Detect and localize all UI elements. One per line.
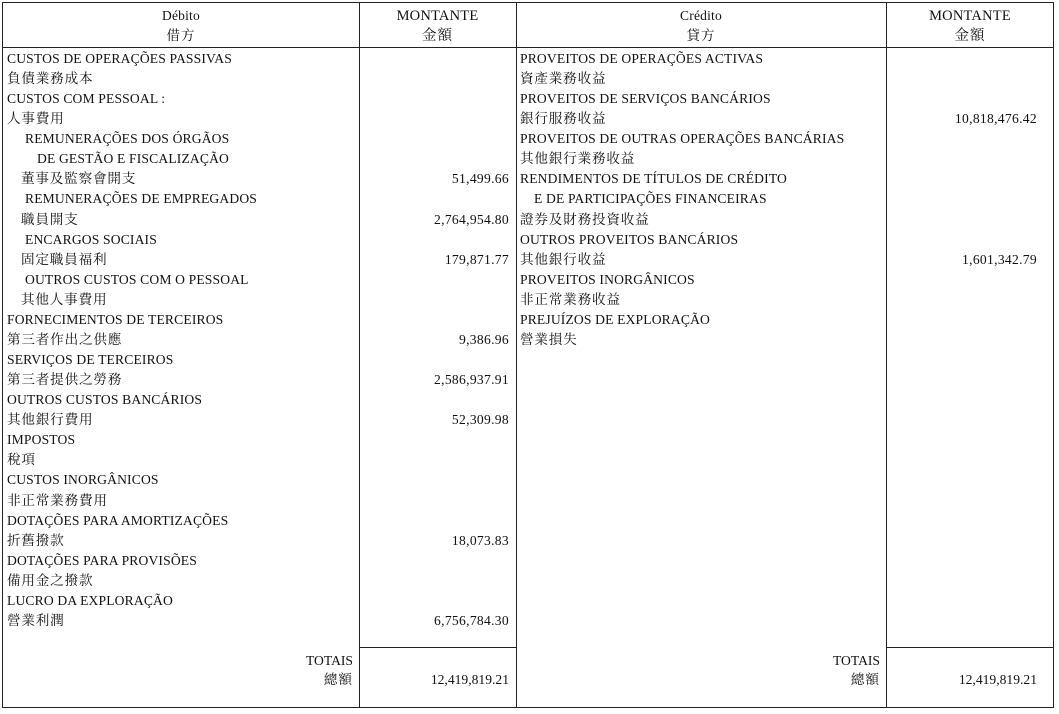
debit-row-label: CUSTOS DE OPERAÇÕES PASSIVAS	[7, 51, 232, 66]
debit-row-label: 其他銀行費用	[7, 412, 94, 428]
header-amount2-pt: MONTANTE	[929, 8, 1011, 24]
divider-debit-amount	[359, 3, 360, 707]
debit-row-amount: 2,764,954.80	[434, 211, 509, 227]
debit-row-amount: 179,871.77	[444, 251, 509, 267]
credit-row-amount: 10,818,476.42	[954, 111, 1037, 127]
debit-row-label: 董事及監察會開支	[21, 171, 137, 187]
debit-row-label: 第三者提供之勞務	[7, 372, 123, 388]
credit-row-label: 資產業務收益	[520, 71, 607, 87]
debit-row-label: DE GESTÃO E FISCALIZAÇÃO	[37, 151, 230, 167]
totals-label-credit-pt: TOTAIS	[833, 653, 880, 668]
debit-row-label: REMUNERAÇÕES DOS ÓRGÃOS	[25, 131, 230, 147]
debit-row-label: REMUNERAÇÕES DE EMPREGADOS	[25, 191, 257, 207]
credit-row-label: 營業損失	[520, 331, 578, 347]
debit-row-label: OUTROS CUSTOS COM O PESSOAL	[25, 271, 249, 287]
debit-row-amount: 2,586,937.91	[434, 372, 509, 388]
header-amount-cn: 金額	[422, 28, 453, 44]
totals-label-debit-cn: 總額	[323, 672, 353, 687]
credit-row-label: PROVEITOS DE OPERAÇÕES ACTIVAS	[520, 51, 764, 66]
debit-row-label: 人事費用	[7, 111, 65, 127]
header-credit-cn: 貸方	[686, 28, 716, 43]
debit-row-label: SERVIÇOS DE TERCEIROS	[7, 352, 174, 368]
debit-row-label: 營業利潤	[7, 612, 65, 628]
totals-label-debit-pt: TOTAIS	[306, 653, 353, 668]
credit-row-label: OUTROS PROVEITOS BANCÁRIOS	[520, 231, 739, 247]
credit-row-label: E DE PARTICIPAÇÕES FINANCEIRAS	[534, 191, 767, 207]
credit-row-label: PREJUÍZOS DE EXPLORAÇÃO	[520, 311, 710, 327]
debit-row-label: ENCARGOS SOCIAIS	[25, 231, 157, 247]
credit-row-label: PROVEITOS DE OUTRAS OPERAÇÕES BANCÁRIAS	[520, 131, 845, 147]
totals-rule-credit	[886, 647, 1054, 648]
debit-row-label: 稅項	[7, 452, 36, 468]
divider-amount-credit	[516, 3, 517, 707]
totals-amount-credit: 12,419,819.21	[958, 672, 1037, 687]
credit-row-label: 其他銀行業務收益	[520, 151, 636, 167]
debit-row-amount: 6,756,784.30	[434, 612, 509, 628]
credit-row-label: PROVEITOS DE SERVIÇOS BANCÁRIOS	[520, 91, 771, 107]
divider-credit-amount	[886, 3, 887, 707]
debit-row-label: 負債業務成本	[7, 71, 94, 87]
debit-row-label: CUSTOS COM PESSOAL :	[7, 91, 166, 107]
header-debit	[3, 6, 359, 46]
totals-amount-debit: 12,419,819.21	[430, 672, 509, 687]
debit-row-amount: 51,499.66	[451, 171, 509, 187]
header-amount-credit	[886, 6, 1054, 46]
credit-row-label: PROVEITOS INORGÂNICOS	[520, 271, 695, 287]
debit-row-amount: 52,309.98	[451, 412, 509, 428]
header-debit-pt: Débito	[162, 8, 200, 23]
credit-row-label: 銀行服務收益	[520, 111, 607, 127]
profit-loss-statement	[2, 2, 1054, 708]
debit-row-label: IMPOSTOS	[7, 432, 76, 448]
credit-row-label: 非正常業務收益	[520, 291, 621, 307]
header-amount-debit	[359, 6, 516, 46]
debit-row-label: LUCRO DA EXPLORAÇÃO	[7, 592, 173, 608]
header-credit-pt: Crédito	[680, 8, 722, 23]
credit-row-label: 其他銀行收益	[520, 251, 607, 267]
header-debit-cn: 借方	[166, 28, 196, 43]
debit-row-label: FORNECIMENTOS DE TERCEIROS	[7, 311, 224, 327]
debit-row-label: DOTAÇÕES PARA AMORTIZAÇÕES	[7, 512, 229, 528]
credit-row-label: RENDIMENTOS DE TÍTULOS DE CRÉDITO	[520, 171, 788, 187]
header-amount2-cn: 金額	[954, 28, 986, 44]
debit-row-amount: 18,073.83	[451, 532, 509, 548]
totals-label-credit-cn: 總額	[850, 672, 880, 687]
header-rule	[3, 47, 1053, 48]
debit-row-label: OUTROS CUSTOS BANCÁRIOS	[7, 392, 203, 408]
totals-rule-debit	[359, 647, 516, 648]
debit-row-label: DOTAÇÕES PARA PROVISÕES	[7, 552, 197, 568]
debit-row-label: 折舊撥款	[7, 532, 65, 548]
debit-row-label: 第三者作出之供應	[7, 331, 123, 347]
debit-row-label: 備用金之撥款	[7, 572, 94, 588]
debit-row-label: 職員開支	[21, 211, 79, 227]
header-amount-pt: MONTANTE	[396, 8, 479, 24]
debit-row-amount: 9,386.96	[459, 331, 509, 347]
credit-row-label: 證券及財務投資收益	[520, 211, 650, 227]
debit-row-label: 固定職員福利	[21, 251, 108, 267]
debit-row-label: CUSTOS INORGÂNICOS	[7, 472, 159, 488]
debit-row-label: 非正常業務費用	[7, 492, 108, 508]
debit-row-label: 其他人事費用	[21, 291, 108, 307]
credit-row-amount: 1,601,342.79	[962, 251, 1037, 267]
header-credit	[516, 6, 886, 46]
